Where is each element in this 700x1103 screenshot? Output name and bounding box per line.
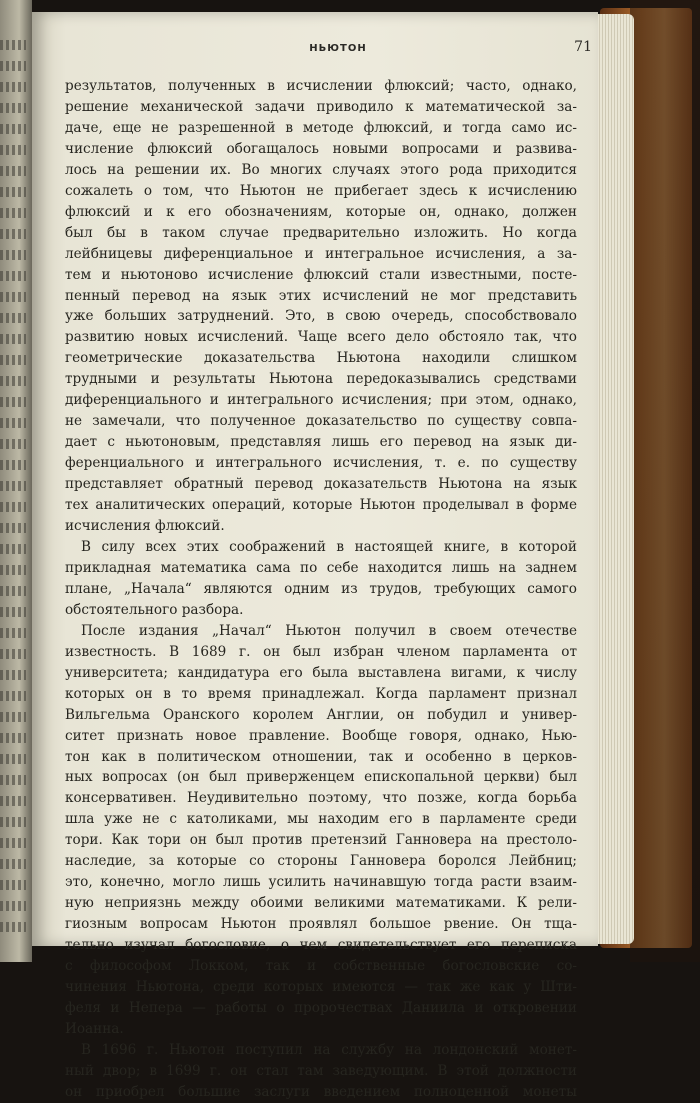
left-page-text-fragment [0, 397, 26, 407]
text-line: ных вопросах (он был приверженцем епископальной церкви) был [65, 769, 577, 786]
text-line: исчисления флюксий. [65, 518, 225, 535]
text-line: не замечали, что полученное доказательство по существу совпа- [65, 413, 577, 430]
left-page-text-fragment [0, 796, 26, 806]
running-head: НЬЮТОН [309, 43, 367, 54]
text-line: тельно изучал богословие, о чем свидетельствует его переписка [65, 937, 577, 954]
left-page-text-fragment [0, 880, 26, 890]
text-line: гиозным вопросам Ньютон проявлял большое рвение. Он тща- [65, 916, 577, 933]
left-page-text-fragment [0, 607, 26, 617]
text-line: числение флюксий обогащалось новыми вопросами и развива- [65, 140, 577, 157]
text-line: лейбницевы диференциальное и интегральное исчисления, а за- [65, 245, 577, 262]
text-line: которых он в то время принадлежал. Когда парламент признал [65, 685, 577, 702]
text-line: тем и ньютоново исчисление флюксий стали известными, посте- [65, 266, 577, 283]
left-page-text-fragment [0, 61, 26, 71]
text-line: Вильгельма Оранского королем Англии, он побудил и универ- [65, 706, 577, 723]
text-line: тех аналитических операций, которые Ньютон проделывал в форме [65, 497, 577, 514]
cover-shadow [630, 0, 700, 962]
left-page-text-fragment [0, 334, 26, 344]
text-line: уже больших затруднений. Это, в свою очередь, способствовало [65, 308, 577, 325]
text-line: тори. Как тори он был против претензий Ганновера на престоло- [65, 832, 577, 849]
text-line: известность. В 1689 г. он был избран членом парламента от [65, 643, 577, 660]
left-page-text-fragment [0, 271, 26, 281]
left-page-text-fragment [0, 418, 26, 428]
text-line: После издания „Начал“ Ньютон получил в своем отечестве [81, 622, 577, 639]
text-line: результатов, полученных в исчислении флюксий; часто, однако, [65, 78, 577, 94]
left-page-text-fragment [0, 838, 26, 848]
left-facing-page [0, 0, 32, 962]
text-line: консервативен. Неудивительно поэтому, что позже, когда борьба [65, 790, 577, 807]
left-page-text-fragment [0, 481, 26, 491]
left-page-text-fragment [0, 460, 26, 470]
text-line: В силу всех этих соображений в настоящей книге, в которой [81, 538, 577, 555]
page-text [65, 76, 577, 1103]
text-line: прикладная математика сама по себе находится лишь на заднем [65, 559, 577, 576]
left-page-text-fragment [0, 124, 26, 134]
left-page-text-fragment [0, 523, 26, 533]
left-page-text-fragment [0, 208, 26, 218]
text-line: геометрические доказательства Ньютона находили слишком [65, 350, 577, 367]
left-page-text-fragment [0, 502, 26, 512]
left-page-text-fragment [0, 712, 26, 722]
left-page-text-fragment [0, 166, 26, 176]
text-line: университета; кандидатура его была выставлена вигами, к числу [65, 664, 577, 681]
left-page-text-fragment [0, 817, 26, 827]
text-line: ный двор; в 1699 г. он стал там заведующим. В этой должности [65, 1062, 577, 1079]
left-page-text-fragment [0, 649, 26, 659]
text-line: чинения Ньютона, среди которых имеются — так же как у Шти- [65, 978, 577, 995]
text-line: плане, „Начала“ являются одним из трудов, требующих самого [65, 580, 577, 597]
left-page-text-fragment [0, 754, 26, 764]
text-line: наследие, за которые со стороны Ганновера боролся Лейбниц; [65, 853, 577, 870]
text-line: даче, еще не разрешенной в методе флюксий, и тогда само ис- [65, 119, 577, 136]
left-page-text-fragment [0, 859, 26, 869]
left-page-text-fragment [0, 775, 26, 785]
text-line: представляет обратный перевод доказательств Ньютона на язык [65, 476, 577, 493]
text-line: трудными и результаты Ньютона передоказывались средствами [65, 371, 577, 388]
left-page-text-fragment [0, 250, 26, 260]
book-page [32, 12, 598, 1100]
text-line: Иоанна. [65, 1020, 124, 1037]
left-page-text-fragment [0, 376, 26, 386]
text-line: развитию новых исчислений. Чаще всего дело обстояло так, что [65, 329, 577, 346]
text-line: ную неприязнь между обоими великими математиками. К рели- [65, 895, 577, 912]
text-line: с философом Локком, так и собственные богословские со- [65, 958, 577, 975]
left-page-text-fragment [0, 565, 26, 575]
text-line: лось на решении их. Во многих случаях этого рода приходится [65, 161, 577, 178]
text-line: дает с ньютоновым, представляя лишь его перевод на язык ди- [65, 434, 577, 451]
left-page-text-fragment [0, 901, 26, 911]
text-line: ференциального и интегрального исчисления, т. е. по существу [65, 455, 577, 472]
left-page-text-fragment [0, 628, 26, 638]
text-line: сожалеть о том, что Ньютон не прибегает здесь к исчислению [65, 182, 577, 199]
left-page-text-fragment [0, 103, 26, 113]
text-line: это, конечно, могло лишь усилить начинавшую тогда расти взаим- [65, 874, 577, 891]
text-line: обстоятельного разбора. [65, 601, 244, 618]
left-page-text-fragment [0, 40, 26, 50]
text-line: решение механической задачи приводило к математической за- [65, 98, 577, 115]
text-line: шла уже не с католиками, мы находим его в парламенте среди [65, 811, 577, 828]
text-line: диференциального и интегрального исчисления; при этом, однако, [65, 392, 577, 409]
left-page-text-fragment [0, 733, 26, 743]
left-page-text-fragment [0, 145, 26, 155]
text-line: он приобрел большие заслуги введением полноценной монеты [65, 1083, 577, 1100]
left-page-text-fragment [0, 691, 26, 701]
left-page-text-fragment [0, 292, 26, 302]
text-line: флюксий и к его обозначениям, которые он, однако, должен [65, 203, 577, 220]
text-line: В 1696 г. Ньютон поступил на службу на лондонский монет- [81, 1041, 577, 1058]
left-page-text-fragment [0, 313, 26, 323]
left-page-text-fragment [0, 82, 26, 92]
text-line: ситет признать новое правление. Вообще говоря, однако, Нью- [65, 727, 577, 744]
left-page-text-fragment [0, 187, 26, 197]
left-page-text-fragment [0, 922, 26, 932]
left-page-text-fragment [0, 544, 26, 554]
left-page-text-fragment [0, 229, 26, 239]
text-line: феля и Непера — работы о пророчествах Даниила и откровении [65, 999, 577, 1016]
left-page-text-fragment [0, 439, 26, 449]
text-line: тон как в политическом отношении, так и особенно в церков- [65, 748, 577, 765]
left-page-text-fragment [0, 355, 26, 365]
left-page-text-fragment [0, 670, 26, 680]
text-line: пенный перевод на язык этих исчислений не мог представить [65, 287, 577, 304]
left-page-text-fragment [0, 586, 26, 596]
text-line: был бы в таком случае предварительно изложить. Но когда [65, 224, 577, 241]
page-number: 71 [574, 39, 592, 55]
page-edges [594, 14, 634, 944]
